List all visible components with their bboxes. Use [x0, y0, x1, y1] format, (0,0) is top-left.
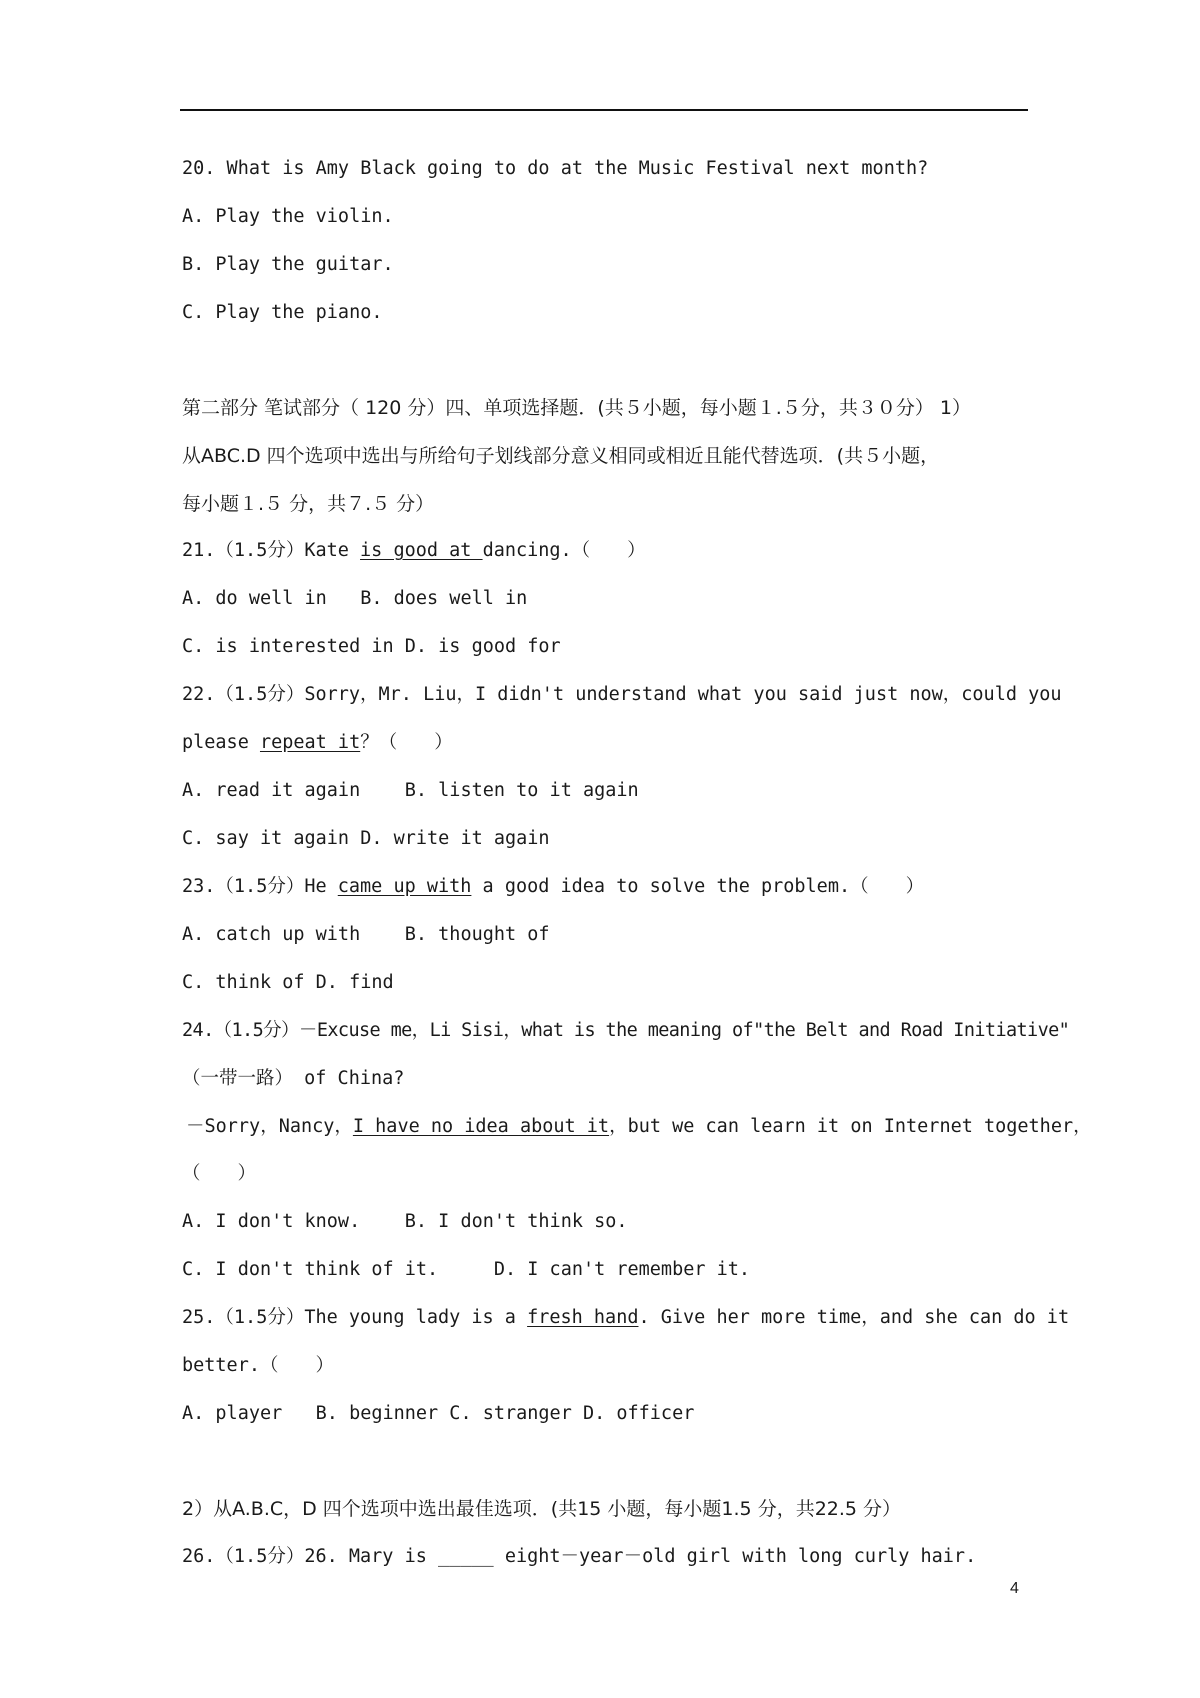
q21-options-cd: C. is interested in D. is good for — [182, 636, 561, 657]
q20-option-b: B. Play the guitar. — [182, 254, 394, 275]
q24-underlined-phrase: I have no idea about it — [352, 1116, 610, 1137]
q24-stem-line2: （一带一路） of China? — [182, 1068, 405, 1089]
q26-stem-post: eight－year－old girl with long curly hair. — [493, 1546, 977, 1567]
section-heading-line2: 从ABC.D 四个选项中选出与所给句子划线部分意义相同或相近且能代替选项．(共５小题， — [182, 445, 940, 467]
q21-stem-pre: 21.（1.5分）Kate — [182, 540, 361, 561]
q22-options-cd: C. say it again D. write it again — [182, 828, 550, 849]
q21-options-ab: A. do well in B. does well in — [182, 588, 528, 609]
page-number: 4 — [1010, 1580, 1019, 1597]
q22-options-ab: A. read it again B. listen to it again — [182, 780, 639, 801]
q20-stem: 20. What is Amy Black going to do at the Music Festival next month? — [182, 158, 929, 179]
q20-option-a: A. Play the violin. — [182, 206, 394, 227]
q23-options-ab: A. catch up with B. thought of — [182, 924, 550, 945]
q24-stem-line3 — [186, 1115, 1092, 1139]
q25-options: A. player B. beginner C. stranger D. officer — [182, 1403, 695, 1424]
q24-stem-pre: －Sorry，Nancy， — [186, 1116, 353, 1137]
q24-stem-line1: 24.（1.5分）－Excuse me，Li Sisi，what is the meaning of"the Belt and Road Initiative" — [182, 1020, 1070, 1041]
section-heading-line3: 每小题１.５ 分，共７.５ 分） — [182, 493, 435, 515]
q26-stem-pre: 26.（1.5分）26. Mary is — [182, 1546, 438, 1567]
q24-stem-post: ，but we can learn it on Internet together， — [609, 1116, 1092, 1137]
section-heading-line1: 第二部分 笔试部分（ 120 分）四、单项选择题．(共５小题，每小题１.５分，共３０分） 1） — [182, 397, 971, 419]
q25-stem-pre: 25.（1.5分）The young lady is a — [182, 1307, 528, 1328]
q22-stem-line2 — [182, 731, 453, 755]
q21-stem — [182, 539, 646, 563]
q24-answer-blank: （ ） — [182, 1163, 257, 1184]
header-rule — [180, 109, 1028, 111]
q21-underlined-phrase: is good at — [360, 540, 483, 561]
q23-stem-pre: 23.（1.5分）He — [182, 876, 338, 897]
q23-stem — [182, 875, 924, 899]
q22-stem-line1: 22.（1.5分）Sorry，Mr. Liu，I didn't understand what you said just now，could you — [182, 684, 1062, 705]
q24-options-ab: A. I don't know. B. I don't think so. — [182, 1211, 628, 1232]
q26-blank: _____ — [437, 1546, 494, 1567]
q21-stem-post: dancing.（ ） — [482, 540, 646, 561]
q23-options-cd: C. think of D. find — [182, 972, 394, 993]
q25-stem-post: . Give her more time，and she can do it — [638, 1307, 1070, 1328]
q26-stem — [182, 1545, 976, 1569]
q23-underlined-phrase: came up with — [337, 876, 472, 897]
part2-heading: 2）从A.B.C，D 四个选项中选出最佳选项．(共15 小题，每小题1.5 分，共22.5 分） — [182, 1498, 902, 1520]
q23-stem-post: a good idea to solve the problem.（ ） — [471, 876, 925, 897]
q22-underlined-phrase: repeat it — [259, 732, 361, 753]
q22-stem-pre: please — [182, 732, 260, 753]
q25-stem-line2: better.（ ） — [182, 1355, 334, 1376]
q22-stem-post: ？（ ） — [360, 732, 453, 753]
q25-underlined-phrase: fresh hand — [527, 1307, 639, 1328]
q25-stem-line1 — [182, 1306, 1069, 1330]
q24-options-cd: C. I don't think of it. D. I can't remember it. — [182, 1259, 751, 1280]
q20-option-c: C. Play the piano. — [182, 302, 383, 323]
